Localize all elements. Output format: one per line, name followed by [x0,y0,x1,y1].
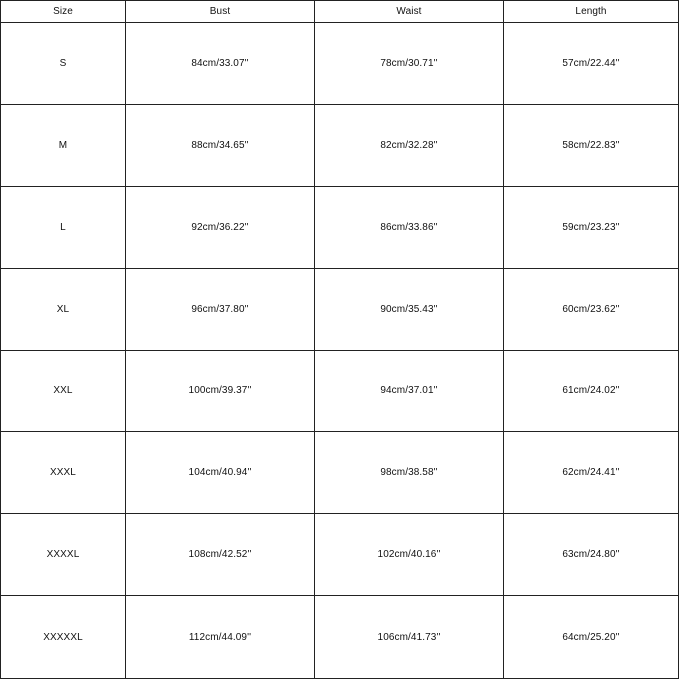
length-cell: 58cm/22.83'' [504,105,678,187]
waist-cell: 98cm/38.58'' [315,432,504,514]
length-cell: 64cm/25.20'' [562,631,620,643]
bust-cell: 108cm/42.52'' [126,514,315,596]
bust-cell: 84cm/33.07'' [126,23,315,105]
waist-cell: 82cm/32.28'' [315,105,504,187]
size-cell: XXXXXL [1,596,126,678]
length-cell: 60cm/23.62'' [504,269,678,351]
bust-cell: 112cm/44.09'' [126,596,315,678]
length-cell: 59cm/23.23'' [504,187,678,269]
bust-cell: 92cm/36.22'' [126,187,315,269]
waist-cell: 86cm/33.86'' [315,187,504,269]
bust-cell: 88cm/34.65'' [126,105,315,187]
waist-cell: 90cm/35.43'' [315,269,504,351]
size-cell: XXXL [1,432,126,514]
size-cell: XXL [1,351,126,433]
length-cell: 63cm/24.80'' [504,514,678,596]
size-cell: XL [1,269,126,351]
size-cell: L [1,187,126,269]
length-cell: 61cm/24.02'' [504,351,678,433]
bust-cell: 96cm/37.80'' [126,269,315,351]
header-size: Size [1,1,126,23]
waist-cell: 78cm/30.71'' [315,23,504,105]
header-bust: Bust [126,1,315,23]
bust-cell: 100cm/39.37'' [126,351,315,433]
waist-cell: 94cm/37.01'' [315,351,504,433]
size-cell: S [1,23,126,105]
size-cell: M [1,105,126,187]
header-length: Length [504,1,678,23]
length-cell: 57cm/22.44'' [504,23,678,105]
waist-cell: 106cm/41.73'' [315,596,504,678]
bust-cell: 104cm/40.94'' [126,432,315,514]
size-cell: XXXXL [1,514,126,596]
length-cell: 62cm/24.41'' [504,432,678,514]
waist-cell: 102cm/40.16'' [315,514,504,596]
header-waist: Waist [315,1,504,23]
